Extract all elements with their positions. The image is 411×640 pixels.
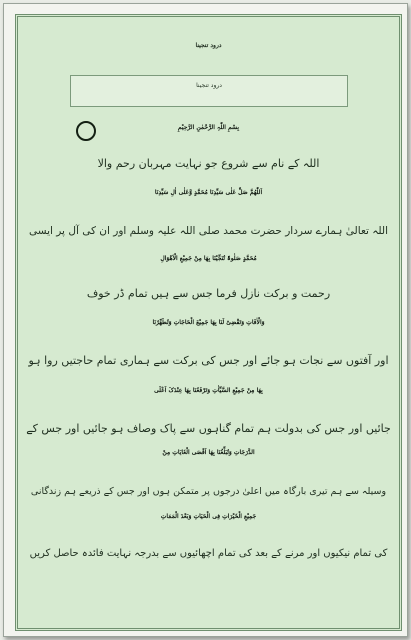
arabic-line-2: مُحَمَّدٍ صَلٰوۃً تُنَجِّیْنَا بِھَا مِنْ جَمِیْعِ الْاَھْوَالِ xyxy=(160,255,257,262)
translation-line-3: اور آفتوں سے نجات ہو جائے اور جس کی برکت سے ہماری تمام حاجتیں روا ہو xyxy=(28,354,389,367)
translation-line-5: وسیلہ سے ہم تیری بارگاہ میں اعلیٰ درجوں پر متمکن ہوں اور جس کے ذریعے ہم زندگانی xyxy=(30,486,387,497)
arabic-line-1: اَللّٰھُمَّ صَلِّ عَلٰی سَیِّدِنَا مُحَمَّدٍ وَّعَلٰی اٰلِ سَیِّدِنَا xyxy=(154,189,263,196)
arabic-line-3: وَالْاٰفَاتِ وَتَقْضِیْ لَنَا بِھَا جَمِیْعَ الْحَاجَاتِ وَتُطَھِّرُنَا xyxy=(152,319,265,326)
photo-frame xyxy=(3,3,408,637)
arabic-line-6: جَمِیْعِ الْخَیْرَاتِ فِی الْحَیَاتِ وَبَعْدَ الْمَمَاتِ xyxy=(160,513,257,520)
subtitle: درود تنجینا xyxy=(196,82,222,89)
translation-line-1: اللہ تعالیٰ ہمارے سردار حضرت محمد صلی اللہ علیہ وسلم اور ان کی آل پر ایسی xyxy=(28,225,389,237)
page-title: درود تنجینا xyxy=(195,42,222,49)
prayer-page xyxy=(15,14,402,631)
bismillah: بِسْمِ اللّٰہِ الرَّحْمٰنِ الرَّحِیْمِ xyxy=(177,124,240,131)
translation-line-6: کی تمام نیکیوں اور مرنے کے بعد کی تمام اچھائیوں سے بدرجہ نہایت فائدہ حاصل کریں xyxy=(29,548,388,559)
translation-line-2: رحمت و برکت نازل فرما جس سے ہیں تمام ڈر خوف xyxy=(86,287,331,300)
arabic-line-5: الدَّرَجَاتِ وَتُبَلِّغُنَا بِھَا اَقْصَی الْغَایَاتِ مِنْ xyxy=(162,449,255,456)
arabic-line-4: بِھَا مِنْ جَمِیْعِ السَّیِّاٰتِ وَتَرْفَعُنَا بِھَا عِنْدَکَ اَعْلَی xyxy=(154,387,263,394)
bismillah-translation: اللہ کے نام سے شروع جو نہایت مہربان رحم والا xyxy=(97,157,320,170)
translation-line-4: جائیں اور جس کی بدولت ہم تمام گناہوں سے پاک وصاف ہو جائیں اور جس کے xyxy=(26,422,391,435)
subtitle-box xyxy=(70,75,348,107)
